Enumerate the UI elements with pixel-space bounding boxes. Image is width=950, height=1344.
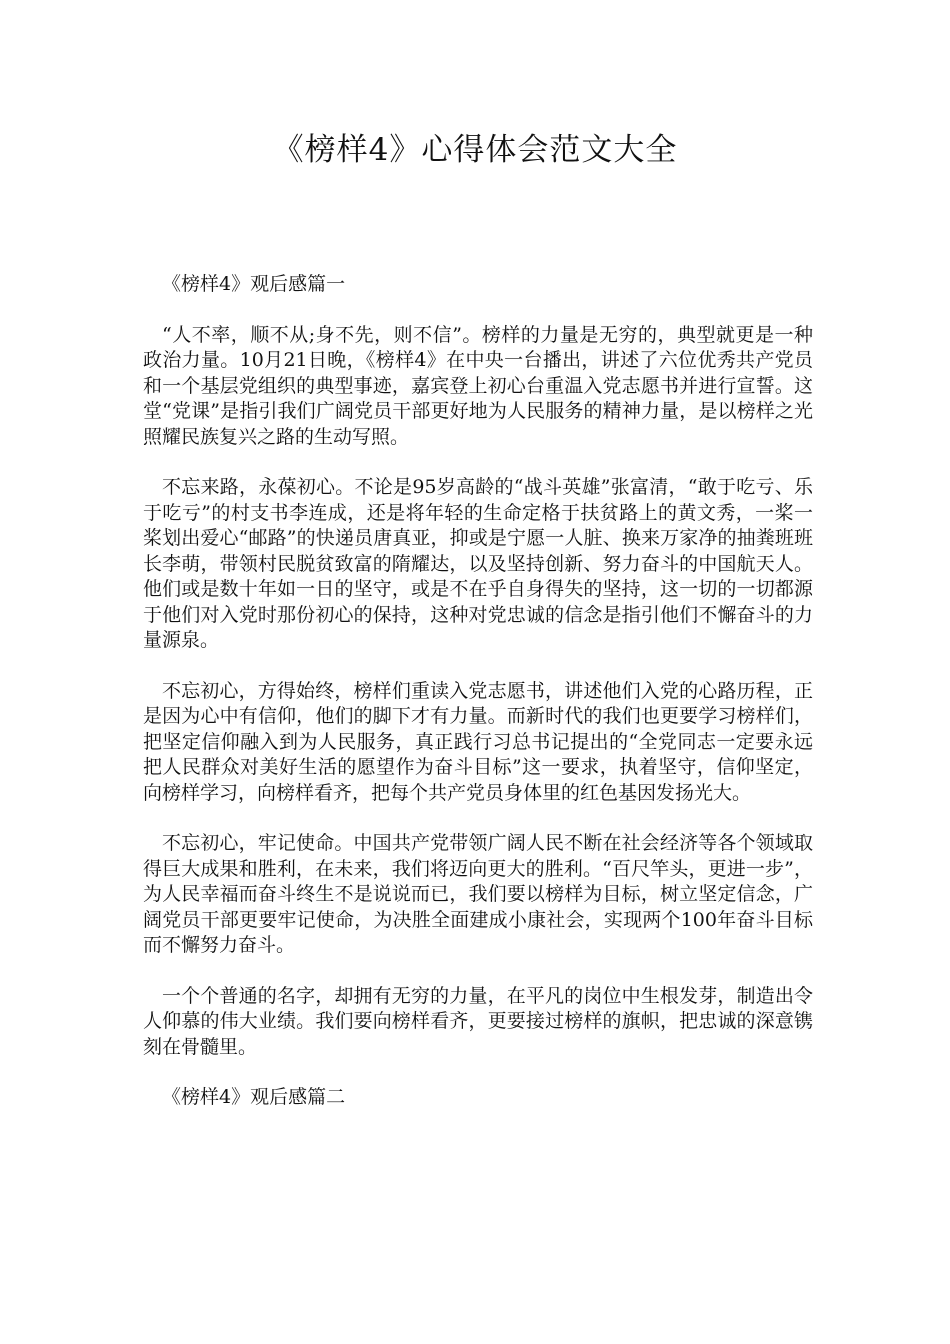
section-heading-2: 《榜样4》观后感篇二 xyxy=(162,1086,346,1108)
document-body xyxy=(143,272,813,1136)
paragraph-1: “人不率，顺不从;身不先，则不信”。榜样的力量是无穷的，典型就更是一种政治力量。10月21日晚，《榜样4》在中央一台播出，讲述了六位优秀共产党员和一个基层党组织的典型事迹，嘉宾登上初心台重温入党志愿书并进行宣誓。这堂“党课”是指引我们广阔党员干部更好地为人民服务的精神力量，是以榜样之光照耀民族复兴之路的生动写照。 xyxy=(143,323,813,448)
paragraph-4: 不忘初心，牢记使命。中国共产党带领广阔人民不断在社会经济等各个领域取得巨大成果和胜利，在未来，我们将迈向更大的胜利。“百尺竿头，更进一步”，为人民幸福而奋斗终生不是说说而已，我们要以榜样为目标，树立坚定信念，广阔党员干部更要牢记使命，为决胜全面建成小康社会，实现两个100年奋斗目标而不懈努力奋斗。 xyxy=(143,832,813,956)
page-title: 《榜样4》心得体会范文大全 xyxy=(272,132,678,168)
paragraph-5: 一个个普通的名字，却拥有无穷的力量，在平凡的岗位中生根发芽，制造出令人仰慕的伟大业绩。我们要向榜样看齐，更要接过榜样的旗帜，把忠诚的深意镌刻在骨髓里。 xyxy=(143,984,813,1058)
paragraph-2: 不忘来路，永葆初心。不论是95岁高龄的“战斗英雄”张富清，“敢于吃亏、乐于吃亏”的村支书李连成，还是将年轻的生命定格于扶贫路上的黄文秀，一桨一桨划出爱心“邮路”的快递员唐真亚，抑或是宁愿一人脏、换来万家净的抽粪班班长李萌，带领村民脱贫致富的隋耀达，以及坚持创新、努力奋斗的中国航天人。他们或是数十年如一日的坚守，或是不在乎自身得失的坚持，这一切的一切都源于他们对入党时那份初心的保持，这种对党忠诚的信念是指引他们不懈奋斗的力量源泉。 xyxy=(143,476,813,651)
paragraph-3: 不忘初心，方得始终，榜样们重读入党志愿书，讲述他们入党的心路历程，正是因为心中有信仰，他们的脚下才有力量。而新时代的我们也更要学习榜样们，把坚定信仰融入到为人民服务，真正践行习总书记提出的“全党同志一定要永远把人民群众对美好生活的愿望作为奋斗目标”这一要求，执着坚守，信仰坚定，向榜样学习，向榜样看齐，把每个共产党员身体里的红色基因发扬光大。 xyxy=(143,679,813,804)
section-heading-1: 《榜样4》观后感篇一 xyxy=(162,273,346,295)
